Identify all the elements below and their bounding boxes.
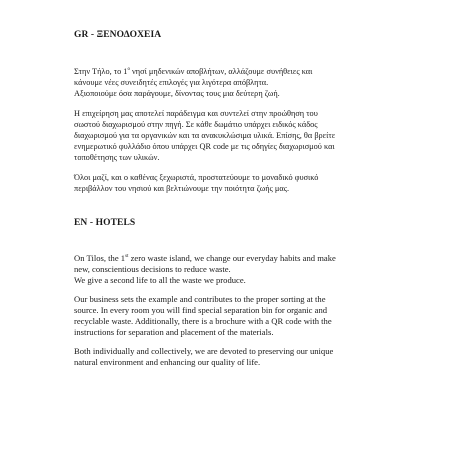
greek-p3-line: Όλοι μαζί, και ο καθένας ξεχωριστά, προστατεύουμε το μοναδικό φυσικό <box>74 173 319 182</box>
greek-paragraph-2 <box>74 108 374 163</box>
english-p2-line: instructions for separation and placement of the materials. <box>74 327 274 337</box>
greek-paragraph-1 <box>74 66 374 99</box>
english-p1-line-3: We give a second life to all the waste we produce. <box>74 275 246 285</box>
greek-p2-line: Η επιχείρηση μας αποτελεί παράδειγμα και συντελεί στην προώθηση του <box>74 109 318 118</box>
greek-p1-line-1-end: νησί μηδενικών αποβλήτων, αλλάζουμε συνήθειες και <box>129 67 313 76</box>
greek-p1-line-1 <box>74 66 374 77</box>
greek-p1-line-1-start: Στην Τήλο, το 1 <box>74 67 128 76</box>
english-p1-line-2: new, conscientious decisions to reduce waste. <box>74 264 231 274</box>
english-paragraph-1 <box>74 253 374 286</box>
greek-p2-line: σωστού διαχωρισμού στην πηγή. Σε κάθε δωμάτιο υπάρχει ειδικός κάδος <box>74 120 318 129</box>
greek-p2-line: τοποθέτησης των υλικών. <box>74 153 160 162</box>
english-p1-line-1-start: On Tilos, the 1 <box>74 253 126 263</box>
greek-p3-line: περιβάλλον του νησιού και βελτιώνουμε την ποιότητα ζωής μας. <box>74 184 290 193</box>
english-p2-line: recyclable waste. Additionally, there is a brochure with a QR code with the <box>74 316 332 326</box>
english-paragraph-2 <box>74 294 374 338</box>
greek-p2-line: διαχωρισμού για τα οργανικών και τα ανακυκλώσιμα υλικά. Επίσης, θα βρείτε <box>74 131 336 140</box>
english-p2-line: Our business sets the example and contributes to the proper sorting at the <box>74 294 326 304</box>
greek-heading: GR - ΞΕΝΟΔΟΧΕΙΑ <box>74 30 162 40</box>
greek-p1-line-3: Αξιοποιούμε όσα παράγουμε, δίνοντας τους μια δεύτερη ζωή. <box>74 89 280 98</box>
english-p1-ordinal: st <box>125 254 129 260</box>
english-p3-line: Both individually and collectively, we are devoted to preserving our unique <box>74 346 334 356</box>
greek-paragraph-3 <box>74 172 374 194</box>
greek-p1-line-2: κάνουμε νέες συνειδητές επιλογές για λιγότερα απόβλητα. <box>74 78 269 87</box>
english-paragraph-3 <box>74 346 374 368</box>
english-p3-line: natural environment and enhancing our quality of life. <box>74 357 261 367</box>
greek-p2-line: ενημερωτικό φυλλάδιο όπου υπάρχει QR code με τις οδηγίες διαχωρισμού και <box>74 142 335 151</box>
english-p1-line-1-end: zero waste island, we change our everyday habits and make <box>128 253 336 263</box>
english-p2-line: source. In every room you will find special separation bin for organic and <box>74 305 328 315</box>
english-p1-line-1 <box>74 253 374 264</box>
english-heading: EN - HOTELS <box>74 218 136 228</box>
greek-p1-ordinal: ο <box>127 67 130 73</box>
